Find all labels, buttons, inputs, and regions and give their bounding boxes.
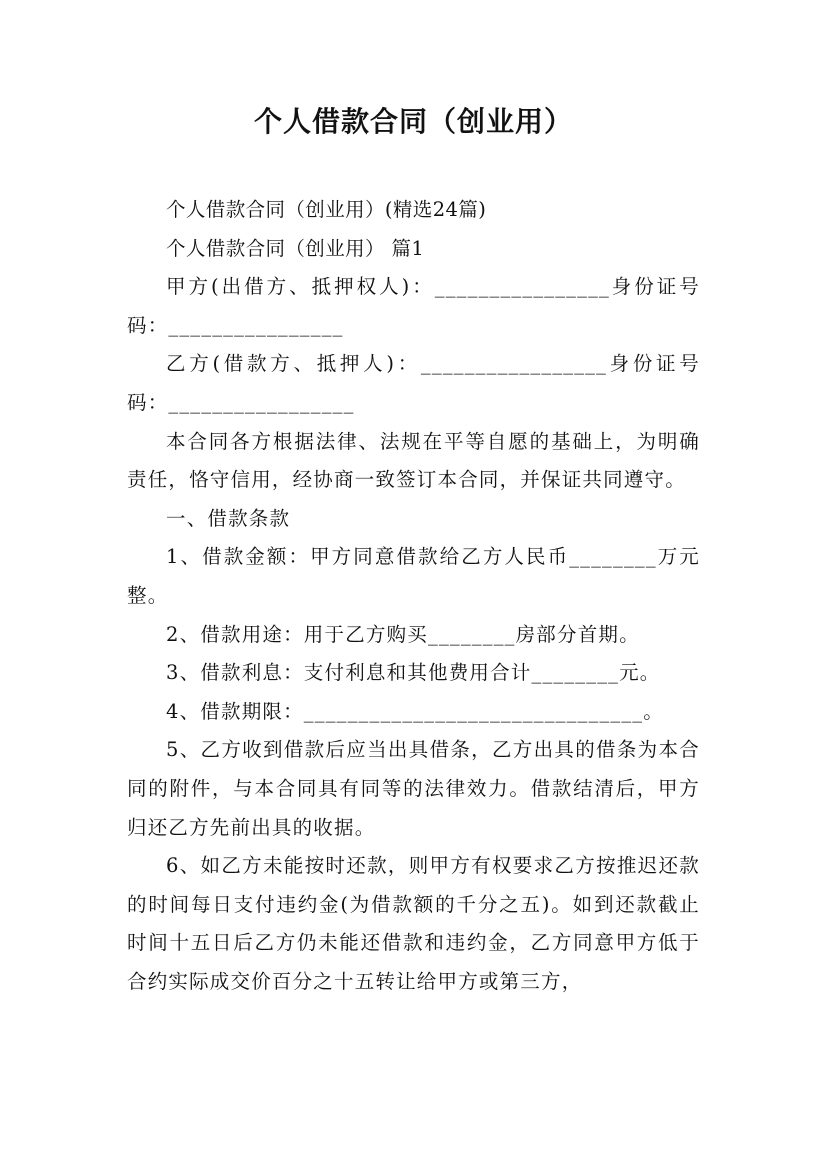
- preamble-paragraph: 本合同各方根据法律、法规在平等自愿的基础上，为明确责任，恪守信用，经协商一致签订本合同，并保证共同遵守。: [127, 429, 700, 492]
- clause-heading: 一、借款条款: [166, 506, 291, 530]
- clause-5-paragraph: 5、乙方收到借款后应当出具借条，乙方出具的借条为本合同的附件，与本合同具有同等的法律效力。借款结清后，甲方归还乙方先前出具的收据。: [127, 738, 700, 839]
- clause-1-paragraph: 1、借款金额：甲方同意借款给乙方人民币________万元整。: [127, 545, 700, 607]
- section-heading: 个人借款合同（创业用） 篇1: [166, 236, 425, 260]
- subtitle-paragraph: 个人借款合同（创业用）(精选24篇): [166, 198, 487, 221]
- clause-2-paragraph: 2、借款用途：用于乙方购买________房部分首期。: [166, 622, 640, 646]
- party-a-paragraph: 甲方(出借方、抵押权人)：________________身份证号码：________________: [127, 275, 700, 337]
- party-b-paragraph: 乙方(借款方、抵押人)：_________________身份证号码：_________________: [127, 352, 700, 414]
- document-body: [127, 191, 700, 1001]
- clause-4-paragraph: 4、借款期限：_______________________________。: [166, 699, 664, 723]
- clause-3-paragraph: 3、借款利息：支付利息和其他费用合计________元。: [166, 661, 661, 685]
- document-title: 个人借款合同（创业用）: [253, 105, 573, 138]
- clause-6-paragraph: 6、如乙方未能按时还款，则甲方有权要求乙方按推迟还款的时间每日支付违约金(为借款额的千分之五)。如到还款截止时间十五日后乙方仍未能还借款和违约金，乙方同意甲方低于合约实际成交价百分之十五转让给甲方或第三方，: [127, 854, 700, 993]
